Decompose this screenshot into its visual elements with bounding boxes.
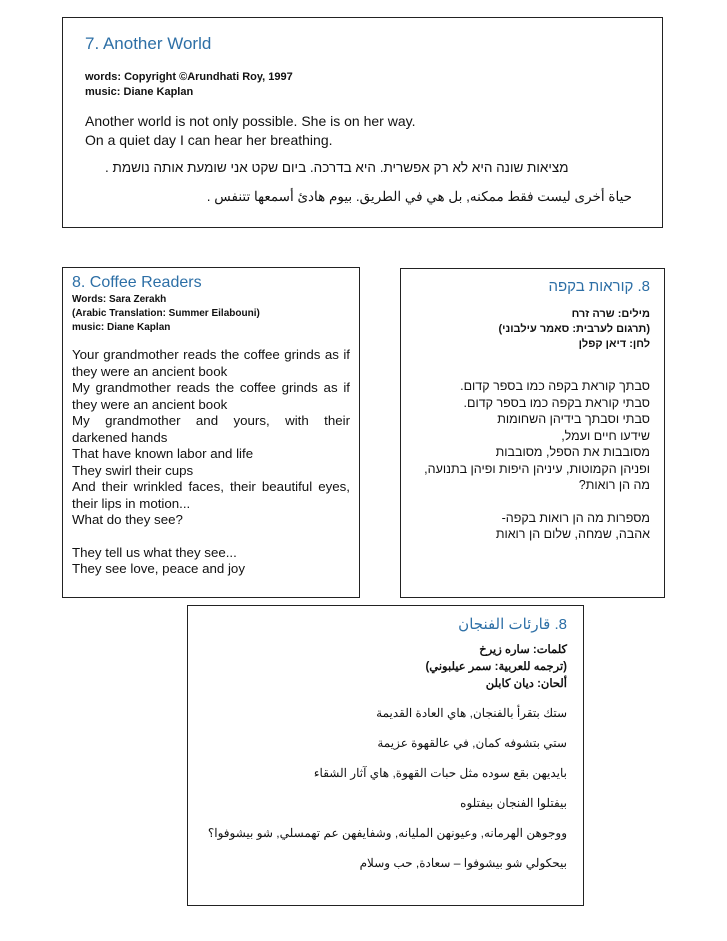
stanza-gap — [72, 529, 350, 545]
song-8-hebrew-lyrics — [411, 378, 650, 543]
song-8-arabic-title: 8. قارئات الفنجان — [458, 616, 567, 633]
song-7-arabic-lyrics: حياة أخرى ليست فقط ممكنه, بل هي في الطريق. بيوم هادئ أسمعها تتنفس . — [206, 188, 632, 204]
song-8-english-box — [62, 267, 360, 598]
lyric-line: بايديهن بقع سوده مثل حبات القهوة, هاي آثار الشقاء — [313, 766, 567, 780]
song-7-credits — [85, 70, 640, 100]
song-8-english-lyrics — [72, 347, 350, 578]
song-8-music-credit: music: Diane Kaplan — [72, 322, 171, 333]
song-8-translation-credit: (Arabic Translation: Summer Eilabouni) — [72, 308, 260, 319]
song-8-english-title: 8. Coffee Readers — [72, 274, 202, 291]
lyric-line: ستي بتشوفه كمان, في عالقهوة عزيمة — [377, 736, 567, 750]
song-7-english-line: Another world is not only possible. She is on her way. — [85, 112, 416, 129]
song-7-music-credit: music: Diane Kaplan — [85, 85, 194, 98]
song-8-words-credit: Words: Sara Zerakh — [72, 294, 167, 305]
song-7-english-lyrics — [85, 112, 640, 150]
lyric-line: ستك بتقرأ بالفنجان, هاي العادة القديمة — [376, 706, 567, 720]
lyric-line: What do they see? — [72, 512, 183, 527]
song-7-words-credit: words: Copyright ©Arundhati Roy, 1997 — [85, 71, 293, 83]
lyric-line: بيحكولي شو بيشوفوا – سعادة, حب وسلام — [359, 856, 567, 870]
lyric-line: מסובבות את הספל, מסובבות — [495, 445, 650, 459]
lyric-line: Your grandmother reads the coffee grinds as if they were an ancient book — [72, 347, 350, 379]
lyric-line: סבתי קוראת בקפה כמו בספר קדום. — [463, 395, 650, 410]
song-8-hebrew-words-credit: מילים: שרה זרח — [571, 308, 650, 320]
lyric-line: They tell us what they see... — [72, 544, 237, 560]
song-8-arabic-music-credit: ألحان: ديان كابلن — [485, 678, 567, 690]
song-8-hebrew-music-credit: לחן: דיאן קפלן — [578, 338, 650, 350]
song-8-hebrew-title: 8. קוראות בקפה — [548, 278, 650, 295]
song-7-box — [62, 17, 663, 228]
lyric-line: סבתי וסבתך בידיהן השחומות — [497, 412, 650, 426]
lyric-line: אהבה, שמחה, שלום הן רואות — [495, 527, 650, 541]
song-8-hebrew-translation-credit: (תרגום לערבית: סאמר עילבוני) — [498, 323, 650, 335]
song-7-hebrew-lyrics: מציאות שונה היא לא רק אפשרית. היא בדרכה. ביום שקט אני שומעת אותה נושמת . — [105, 159, 569, 175]
song-8-arabic-credits — [202, 642, 567, 693]
lyric-line: My grandmother and yours, with their darkened hands — [72, 413, 350, 445]
lyric-line: שידעו חיים ועמל, — [561, 428, 650, 443]
song-8-hebrew-credits — [411, 307, 650, 352]
song-8-arabic-words-credit: كلمات: ساره زيرخ — [479, 644, 567, 656]
lyric-line: מה הן רואות? — [578, 478, 650, 492]
song-8-english-credits — [72, 293, 350, 335]
song-8-arabic-box — [187, 605, 584, 906]
lyric-line: ووجوهن الهرمانه, وعيونهن المليانه, وشفايفهن عم تهمسلي, شو بيشوفوا؟ — [207, 826, 567, 840]
lyric-line: They swirl their cups — [72, 462, 194, 478]
lyric-line: That have known labor and life — [72, 446, 254, 461]
lyric-line: סבתך קוראת בקפה כמו בספר קדום. — [460, 379, 650, 393]
song-8-arabic-lyrics — [202, 705, 567, 871]
lyric-line: My grandmother reads the coffee grinds as if they were an ancient book — [72, 380, 350, 412]
lyric-line: מספרות מה הן רואות בקפה- — [501, 510, 650, 525]
song-7-english-line: On a quiet day I can hear her breathing. — [85, 131, 333, 148]
lyric-line: بيفتلوا الفنجان بيفتلوه — [460, 796, 567, 810]
lyric-line: They see love, peace and joy — [72, 561, 245, 576]
song-7-title: 7. Another World — [85, 34, 212, 53]
lyric-line: And their wrinkled faces, their beautiful eyes, their lips in motion... — [72, 479, 350, 511]
song-8-arabic-translation-credit: (ترجمه للعربية: سمر عيلبوني) — [425, 661, 567, 673]
stanza-gap — [411, 494, 650, 510]
lyric-line: ופניהן הקמוטות, עיניהן היפות ופיהן בתנועה, — [424, 461, 650, 476]
song-8-hebrew-box — [400, 268, 665, 598]
